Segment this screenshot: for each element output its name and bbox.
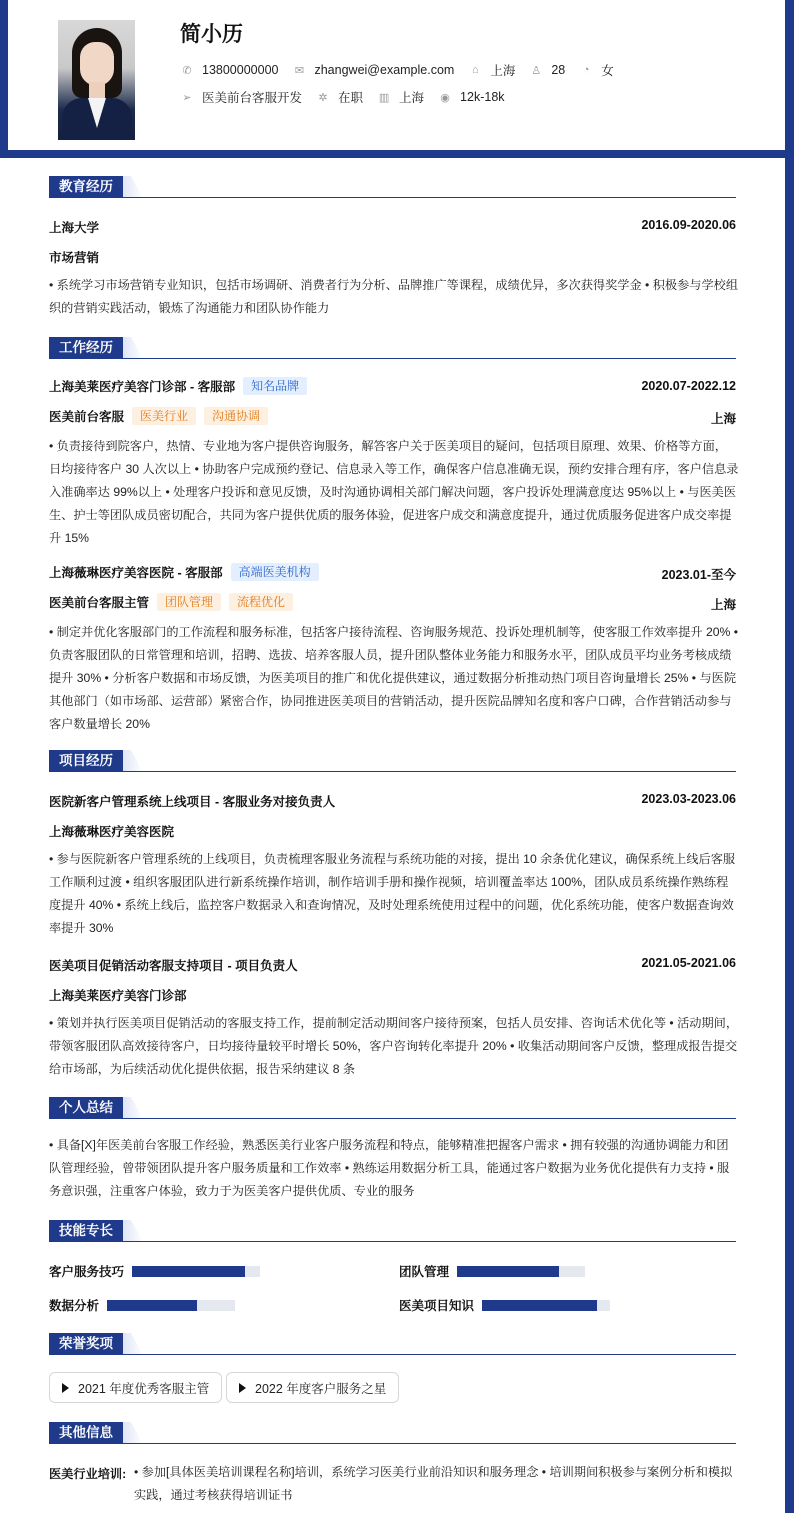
work-2-period: 2023.01-至今 bbox=[661, 568, 736, 582]
work-2-tag: 流程优化 bbox=[229, 593, 293, 611]
work-1-period: 2020.07-2022.12 bbox=[641, 379, 736, 393]
work-1-role: 医美前台客服 bbox=[49, 410, 125, 424]
work-2-company-tag: 高端医美机构 bbox=[231, 563, 319, 581]
work-2-role-row bbox=[49, 593, 293, 611]
target-city-value: 上海 bbox=[399, 91, 425, 105]
education-school: 上海大学 bbox=[49, 221, 100, 235]
intent-row bbox=[180, 88, 519, 106]
skill-name: 数据分析 bbox=[49, 1299, 100, 1313]
skill-item bbox=[399, 1296, 610, 1314]
phone-value: 13800000000 bbox=[202, 63, 279, 77]
age-icon: ♙ bbox=[531, 64, 542, 77]
skill-bar bbox=[107, 1300, 235, 1311]
project-1-title: 医院新客户管理系统上线项目 - 客服业务对接负责人 bbox=[49, 795, 336, 809]
section-other bbox=[49, 1422, 736, 1444]
section-education-title: 教育经历 bbox=[49, 176, 123, 198]
section-summary-title: 个人总结 bbox=[49, 1097, 123, 1119]
section-skills bbox=[49, 1220, 736, 1242]
skill-bar bbox=[457, 1266, 585, 1277]
award-text: 2022 年度客户服务之星 bbox=[255, 1381, 387, 1396]
age-value: 28 bbox=[551, 63, 566, 77]
work-2-header bbox=[49, 563, 319, 581]
salary-value: 12k-18k bbox=[460, 90, 505, 104]
skill-bar-fill bbox=[107, 1300, 197, 1311]
resume-header bbox=[8, 0, 785, 150]
work-2-company: 上海薇琳医疗美容医院 - 客服部 bbox=[49, 566, 223, 580]
work-2-tag: 团队管理 bbox=[157, 593, 221, 611]
play-icon bbox=[239, 1383, 246, 1393]
section-education bbox=[49, 176, 736, 198]
skill-name: 团队管理 bbox=[399, 1265, 450, 1279]
work-1-city: 上海 bbox=[710, 412, 736, 426]
work-1-tag: 医美行业 bbox=[132, 407, 196, 425]
avatar bbox=[58, 20, 135, 140]
education-period: 2016.09-2020.06 bbox=[641, 218, 736, 232]
skill-item bbox=[49, 1262, 260, 1280]
section-other-title: 其他信息 bbox=[49, 1422, 123, 1444]
frame-left-bar bbox=[0, 0, 8, 158]
work-1-role-row bbox=[49, 407, 268, 425]
work-1-desc: • 负责接待到院客户，热情、专业地为客户提供咨询服务，解答客户关于医美项目的疑问，包括项目原理、效果、价格等方面，日均接待客户 30 人次以上 • 协助客户完成预约登记、信息录入等工作，确保客户信息准确无误，预约安排合理有序，客户信息录入准确率达 99%以上 • 处理客户投诉和意见反馈，及时沟通协调相关部门解决问题，客户投诉处理满意度达 95%以上 • 与医美医生、护士等团队成员密切配合，共同为客户提供优质的服务体验，促进客户成交和满意度提升，通过优质服务促进客户成交率提升 15% bbox=[49, 439, 739, 545]
gender-value: 女 bbox=[601, 64, 614, 78]
section-work bbox=[49, 337, 736, 359]
project-2-title: 医美项目促销活动客服支持项目 - 项目负责人 bbox=[49, 959, 298, 973]
status-value: 在职 bbox=[338, 91, 364, 105]
skill-bar-fill bbox=[457, 1266, 559, 1277]
work-2-desc: • 制定并优化客服部门的工作流程和服务标准，包括客户接待流程、咨询服务规范、投诉处理机制等，使客服工作效率提升 20% • 负责客服团队的日常管理和培训，招聘、选拔、培养客服人员，提升团队整体业务能力和服务水平，团队成员平均业务考核成绩提升 30% • 分析客户数据和市场反馈，为医美项目的推广和优化提供建议，通过数据分析推动热门项目咨询量增长 25% • 与医院其他部门（如市场部、运营部）紧密合作，协同推进医美项目的营销活动，提升医院品牌知名度和客户口碑，合作营销活动参与客户数量增长 20% bbox=[49, 625, 739, 731]
skill-item bbox=[399, 1262, 585, 1280]
play-icon bbox=[62, 1383, 69, 1393]
work-1-company: 上海美莱医疗美容门诊部 - 客服部 bbox=[49, 380, 236, 394]
gender-icon: ◔ bbox=[582, 64, 590, 76]
status-icon: ✲ bbox=[318, 91, 328, 104]
section-projects bbox=[49, 750, 736, 772]
work-1-tag: 沟通协调 bbox=[204, 407, 268, 425]
work-1-header bbox=[49, 377, 307, 395]
section-skills-title: 技能专长 bbox=[49, 1220, 123, 1242]
job-target-value: 医美前台客服开发 bbox=[202, 91, 303, 105]
skill-name: 医美项目知识 bbox=[399, 1299, 475, 1313]
frame-header-divider bbox=[0, 150, 794, 158]
money-icon: ◉ bbox=[440, 91, 450, 104]
work-2-role: 医美前台客服主管 bbox=[49, 596, 150, 610]
project-1-desc: • 参与医院新客户管理系统的上线项目，负责梳理客服业务流程与系统功能的对接，提出 10 余条优化建议，确保系统上线后客服工作顺利过渡 • 组织客服团队进行新系统操作培训，制作培训手册和操作视频，培训覆盖率达 100%，团队成员系统操作熟练程度提升 40% • 系统上线后，监控客户数据录入和查询情况，及时处理系统使用过程中的问题，优化系统功能，使客户数据查询效率提升 30% bbox=[49, 852, 736, 935]
skill-item bbox=[49, 1296, 235, 1314]
section-awards bbox=[49, 1333, 736, 1355]
city-value: 上海 bbox=[490, 64, 516, 78]
skill-bar bbox=[482, 1300, 610, 1311]
other-desc: • 参加[具体医美培训课程名称]培训，系统学习医美行业前沿知识和服务理念 • 培训期间积极参与案例分析和模拟实践，通过考核获得培训证书 bbox=[134, 1465, 733, 1502]
skill-bar bbox=[132, 1266, 260, 1277]
work-1-company-tag: 知名品牌 bbox=[243, 377, 307, 395]
section-projects-title: 项目经历 bbox=[49, 750, 123, 772]
award-text: 2021 年度优秀客服主管 bbox=[78, 1381, 210, 1396]
candidate-name: 简小历 bbox=[180, 23, 243, 46]
send-icon: ➢ bbox=[182, 91, 192, 104]
project-1-org: 上海薇琳医疗美容医院 bbox=[49, 825, 175, 839]
email-value: zhangwei@example.com bbox=[314, 63, 455, 77]
project-2-period: 2021.05-2021.06 bbox=[641, 956, 736, 970]
mail-icon: ✉ bbox=[294, 64, 305, 77]
education-desc: • 系统学习市场营销专业知识，包括市场调研、消费者行为分析、品牌推广等课程，成绩优异，多次获得奖学金 • 积极参与学校组织的营销实践活动，锻炼了沟通能力和团队协作能力 bbox=[49, 278, 739, 315]
contact-row bbox=[180, 61, 628, 79]
home-icon: ⌂ bbox=[472, 64, 479, 76]
work-2-city: 上海 bbox=[710, 598, 736, 612]
skill-bar-fill bbox=[132, 1266, 245, 1277]
award-item bbox=[49, 1372, 222, 1403]
project-1-period: 2023.03-2023.06 bbox=[641, 792, 736, 806]
skill-name: 客户服务技巧 bbox=[49, 1265, 125, 1279]
section-summary bbox=[49, 1097, 736, 1119]
project-2-org: 上海美莱医疗美容门诊部 bbox=[49, 989, 187, 1003]
skill-bar-fill bbox=[482, 1300, 597, 1311]
other-label: 医美行业培训: bbox=[49, 1467, 127, 1481]
summary-text: • 具备[X]年医美前台客服工作经验，熟悉医美行业客户服务流程和特点，能够精准把握客户需求 • 拥有较强的沟通协调能力和团队管理经验，曾带领团队提升客户服务质量和工作效率 • 熟练运用数据分析工具，能通过客户数据为业务优化提供有力支持 • 服务意识强，注重客户体验，致力于为医美客户提供优质、专业的服务 bbox=[49, 1138, 730, 1198]
section-work-title: 工作经历 bbox=[49, 337, 123, 359]
education-major: 市场营销 bbox=[49, 251, 100, 265]
award-item bbox=[226, 1372, 399, 1403]
section-awards-title: 荣誉奖项 bbox=[49, 1333, 123, 1355]
phone-icon: ✆ bbox=[182, 64, 192, 77]
project-2-desc: • 策划并执行医美项目促销活动的客服支持工作，提前制定活动期间客户接待预案，包括人员安排、咨询话术优化等 • 活动期间，带领客服团队高效接待客户，日均接待量较平时增长 50%，客户咨询转化率提升 20% • 收集活动期间客户反馈，整理成报告提交给市场部，为后续活动优化提供依据，报告采纳建议 8 条 bbox=[49, 1016, 739, 1076]
frame-right-bar bbox=[785, 0, 794, 1513]
building-icon: ▥ bbox=[378, 91, 390, 104]
